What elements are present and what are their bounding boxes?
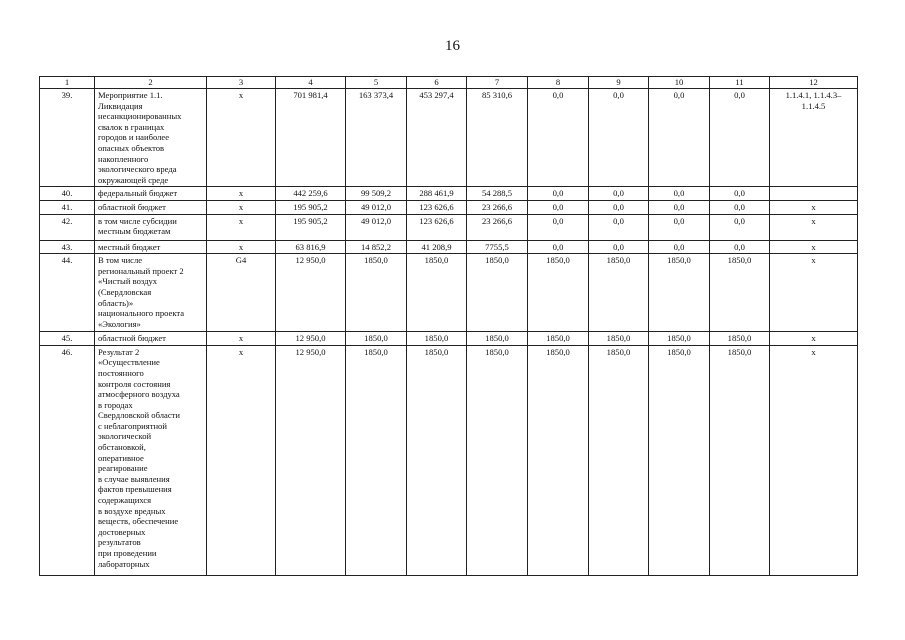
value-cell: 1850,0	[710, 254, 770, 332]
value-cell: 0,0	[649, 187, 710, 201]
value-cell: 0,0	[649, 214, 710, 240]
value-cell: 1850,0	[467, 332, 528, 346]
value-cell: 49 012,0	[346, 214, 407, 240]
value-cell: 0,0	[710, 240, 770, 254]
target-cell: х	[770, 345, 858, 575]
row-number: 40.	[40, 187, 95, 201]
value-cell: 1850,0	[528, 332, 589, 346]
value-cell: 1850,0	[346, 332, 407, 346]
column-header: 8	[528, 77, 589, 89]
value-cell: 0,0	[589, 200, 649, 214]
value-cell: 1850,0	[589, 345, 649, 575]
row-number: 43.	[40, 240, 95, 254]
page-number: 16	[445, 38, 460, 54]
column-header: 5	[346, 77, 407, 89]
value-cell: 7755,5	[467, 240, 528, 254]
value-cell: 195 905,2	[276, 214, 346, 240]
value-cell: 1850,0	[649, 254, 710, 332]
column-header: 2	[95, 77, 207, 89]
value-cell: 1850,0	[649, 345, 710, 575]
column-header: 1	[40, 77, 95, 89]
value-cell: 1850,0	[467, 254, 528, 332]
value-cell: 442 259,6	[276, 187, 346, 201]
value-cell: 23 266,6	[467, 200, 528, 214]
value-cell: 453 297,4	[407, 89, 467, 187]
value-cell: 1850,0	[407, 345, 467, 575]
value-cell: 1850,0	[407, 254, 467, 332]
table-row	[40, 187, 858, 201]
value-cell: 1850,0	[589, 332, 649, 346]
value-cell: 163 373,4	[346, 89, 407, 187]
row-description: Мероприятие 1.1. Ликвидация несанкционированных свалок в границах городов и наиболее опасных объектов накопленного экологического вреда окружающей среде	[95, 89, 207, 187]
code-cell: х	[207, 332, 276, 346]
value-cell: 1850,0	[467, 345, 528, 575]
row-number: 39.	[40, 89, 95, 187]
table-row	[40, 214, 858, 240]
value-cell: 701 981,4	[276, 89, 346, 187]
value-cell: 0,0	[589, 187, 649, 201]
column-header: 3	[207, 77, 276, 89]
column-header: 10	[649, 77, 710, 89]
column-number-row	[40, 77, 858, 89]
column-header: 6	[407, 77, 467, 89]
code-cell: х	[207, 345, 276, 575]
target-cell: х	[770, 200, 858, 214]
value-cell: 0,0	[710, 89, 770, 187]
value-cell: 1850,0	[528, 345, 589, 575]
value-cell: 123 626,6	[407, 200, 467, 214]
row-number: 44.	[40, 254, 95, 332]
value-cell: 195 905,2	[276, 200, 346, 214]
column-header: 9	[589, 77, 649, 89]
row-number: 45.	[40, 332, 95, 346]
value-cell: 54 288,5	[467, 187, 528, 201]
table-row	[40, 254, 858, 332]
table-row	[40, 345, 858, 575]
budget-table	[39, 76, 858, 576]
code-cell: х	[207, 89, 276, 187]
target-cell: 1.1.4.1, 1.1.4.3– 1.1.4.5	[770, 89, 858, 187]
row-description: местный бюджет	[95, 240, 207, 254]
value-cell: 12 950,0	[276, 345, 346, 575]
value-cell: 1850,0	[589, 254, 649, 332]
value-cell: 0,0	[589, 214, 649, 240]
row-number: 41.	[40, 200, 95, 214]
target-cell: х	[770, 240, 858, 254]
value-cell: 0,0	[589, 240, 649, 254]
value-cell: 1850,0	[710, 332, 770, 346]
column-header: 4	[276, 77, 346, 89]
value-cell: 1850,0	[346, 254, 407, 332]
value-cell: 0,0	[710, 214, 770, 240]
value-cell: 0,0	[710, 200, 770, 214]
row-description: федеральный бюджет	[95, 187, 207, 201]
code-cell: G4	[207, 254, 276, 332]
value-cell: 0,0	[649, 240, 710, 254]
row-description: в том числе субсидии местным бюджетам	[95, 214, 207, 240]
target-cell: х	[770, 214, 858, 240]
row-description: Результат 2 «Осуществление постоянного контроля состояния атмосферного воздуха в городах Свердловской области с неблагоприятной экологической обстановкой, оперативное реагирование в случае выявления фактов превышения содержащихся в воздухе вредных веществ, обеспечение достоверных результатов при проведении лабораторных	[95, 345, 207, 575]
code-cell: х	[207, 214, 276, 240]
table-row	[40, 89, 858, 187]
row-description: В том числе региональный проект 2 «Чистый воздух (Свердловская область)» национального проекта «Экология»	[95, 254, 207, 332]
table-row	[40, 240, 858, 254]
row-description: областной бюджет	[95, 332, 207, 346]
value-cell: 99 509,2	[346, 187, 407, 201]
value-cell: 63 816,9	[276, 240, 346, 254]
value-cell: 0,0	[528, 89, 589, 187]
column-header: 7	[467, 77, 528, 89]
value-cell: 0,0	[649, 200, 710, 214]
value-cell: 14 852,2	[346, 240, 407, 254]
value-cell: 12 950,0	[276, 254, 346, 332]
table-row	[40, 332, 858, 346]
row-number: 42.	[40, 214, 95, 240]
value-cell: 0,0	[528, 214, 589, 240]
code-cell: х	[207, 240, 276, 254]
row-number: 46.	[40, 345, 95, 575]
code-cell: х	[207, 187, 276, 201]
value-cell: 0,0	[649, 89, 710, 187]
column-header: 11	[710, 77, 770, 89]
row-description: областной бюджет	[95, 200, 207, 214]
value-cell: 0,0	[528, 187, 589, 201]
value-cell: 0,0	[528, 200, 589, 214]
target-cell: х	[770, 254, 858, 332]
value-cell: 0,0	[710, 187, 770, 201]
value-cell: 23 266,6	[467, 214, 528, 240]
value-cell: 1850,0	[346, 345, 407, 575]
value-cell: 49 012,0	[346, 200, 407, 214]
code-cell: х	[207, 200, 276, 214]
column-header: 12	[770, 77, 858, 89]
value-cell: 0,0	[589, 89, 649, 187]
value-cell: 0,0	[528, 240, 589, 254]
value-cell: 85 310,6	[467, 89, 528, 187]
value-cell: 1850,0	[710, 345, 770, 575]
value-cell: 1850,0	[407, 332, 467, 346]
value-cell: 123 626,6	[407, 214, 467, 240]
value-cell: 288 461,9	[407, 187, 467, 201]
value-cell: 41 208,9	[407, 240, 467, 254]
value-cell: 1850,0	[528, 254, 589, 332]
table-row	[40, 200, 858, 214]
value-cell: 1850,0	[649, 332, 710, 346]
target-cell: х	[770, 332, 858, 346]
target-cell	[770, 187, 858, 201]
value-cell: 12 950,0	[276, 332, 346, 346]
